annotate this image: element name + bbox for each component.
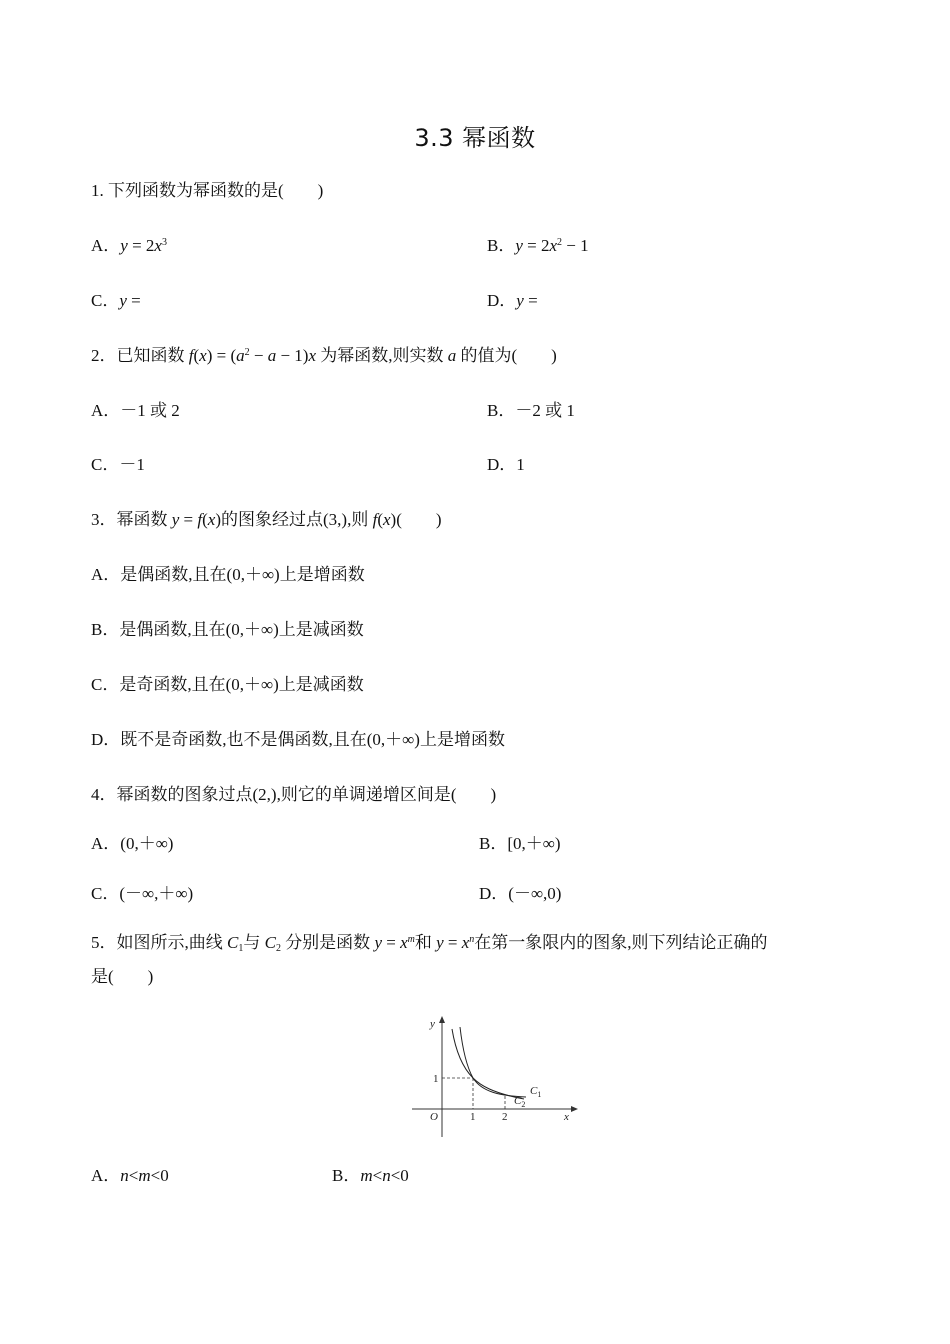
tick-label-x-1: 1 (470, 1111, 476, 1123)
page-title: 3.3 幂函数 (414, 124, 536, 152)
question-4-option-a: A．(0,＋∞) (91, 834, 174, 853)
curve-label-c2: $C_2$ (514, 1095, 526, 1109)
question-3-option-c: C．是奇函数,且在(0,＋∞)上是减函数 (91, 675, 364, 694)
question-1-option-a: A．$y = 2x^3$ (91, 236, 167, 255)
origin-label: O (430, 1111, 438, 1123)
question-5-stem-line2: 是( ) (91, 967, 154, 986)
question-2-option-a: A．－1 或 2 (91, 401, 180, 420)
question-5-stem: 5．如图所示,曲线 $C_1$与 $C_2$ 分别是函数 $y = x^m$和 $y = x^n$在第一象限内的图象,则下列结论正确的 (91, 933, 768, 954)
question-1-stem: 1. 下列函数为幂函数的是( ) (91, 181, 324, 200)
question-5-option-b: B．m<n<0 (332, 1166, 409, 1185)
question-2-option-b: B．－2 或 1 (487, 401, 575, 420)
question-5-option-a: A．n<m<0 (91, 1166, 169, 1185)
axis-label-y: y (430, 1018, 435, 1030)
curve-label-c1: $C_1$ (530, 1085, 542, 1099)
question-4-option-b: B．[0,＋∞) (479, 834, 561, 853)
question-1-option-b: B．$y = 2x^2 - 1$ (487, 236, 589, 255)
x-axis-arrow-icon (571, 1106, 578, 1112)
curve-c1 (460, 1027, 526, 1097)
question-4-stem: 4．幂函数的图象过点(2,),则它的单调递增区间是( ) (91, 785, 497, 804)
question-4-option-d: D．(－∞,0) (479, 884, 562, 903)
question-1-option-d: D．y = (487, 291, 538, 310)
question-4-option-c: C．(－∞,＋∞) (91, 884, 194, 903)
question-3-option-b: B．是偶函数,且在(0,＋∞)上是减函数 (91, 620, 364, 639)
question-2-stem: 2．已知函数 $f(x) = (a^2 - a - 1)x$ 为幂函数,则实数 a 的值为( ) (91, 346, 557, 365)
power-function-graph (408, 1013, 583, 1141)
tick-label-x-2: 2 (502, 1111, 508, 1123)
question-3-option-d: D．既不是奇函数,也不是偶函数,且在(0,＋∞)上是增函数 (91, 730, 505, 749)
question-3-stem: 3．幂函数 y = f(x)的图象经过点(3,),则 f(x)( ) (91, 510, 442, 529)
tick-label-y-1: 1 (433, 1073, 439, 1085)
question-3-option-a: A．是偶函数,且在(0,＋∞)上是增函数 (91, 565, 365, 584)
question-1-option-c: C．y = (91, 291, 141, 310)
axis-label-x: x (564, 1111, 569, 1123)
question-2-option-d: D．1 (487, 455, 525, 474)
curve-c2 (452, 1029, 524, 1099)
question-2-option-c: C．－1 (91, 455, 145, 474)
y-axis-arrow-icon (439, 1016, 445, 1023)
